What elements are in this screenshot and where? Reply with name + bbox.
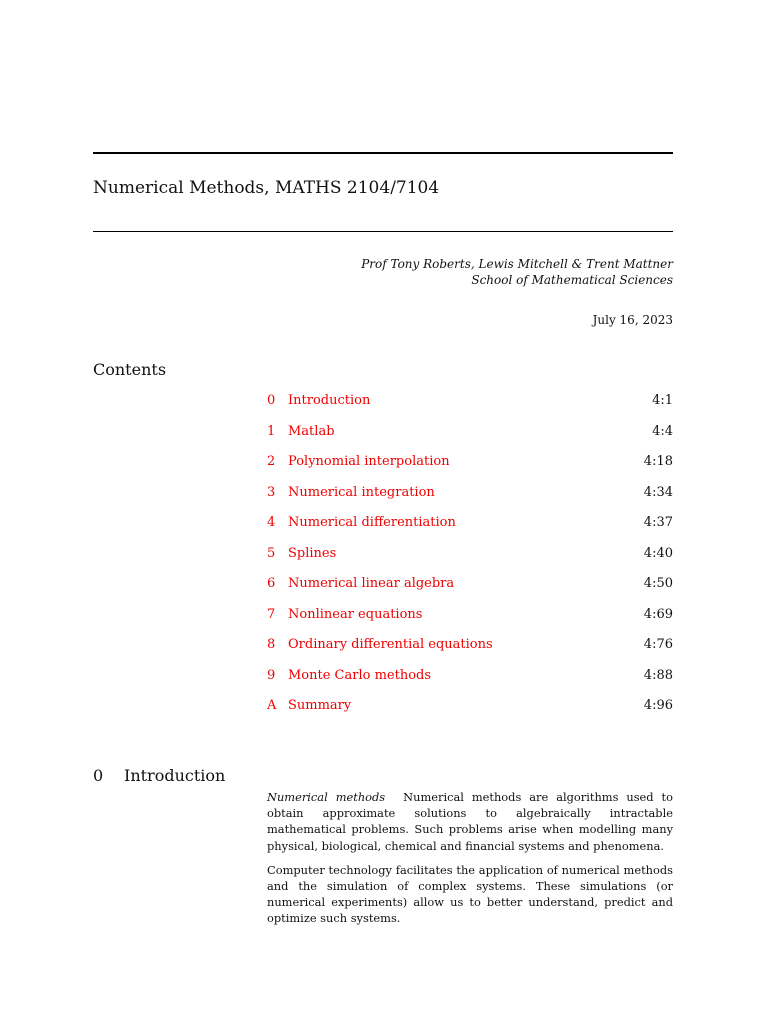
toc-entry-polynomial-interpolation[interactable] bbox=[267, 453, 673, 484]
toc-number: 5 bbox=[267, 545, 276, 561]
table-of-contents bbox=[267, 392, 673, 728]
toc-page: 4:4 bbox=[652, 423, 673, 439]
toc-page: 4:69 bbox=[643, 606, 673, 622]
toc-number: 1 bbox=[267, 423, 276, 439]
toc-title: Nonlinear equations bbox=[288, 606, 423, 622]
toc-title: Numerical differentiation bbox=[288, 515, 456, 530]
toc-title: Monte Carlo methods bbox=[288, 667, 432, 683]
toc-number: 2 bbox=[267, 454, 276, 469]
toc-entry-numerical-integration[interactable] bbox=[267, 484, 673, 515]
toc-entry-matlab[interactable] bbox=[267, 423, 673, 454]
section-body bbox=[267, 789, 673, 935]
toc-page: 4:1 bbox=[652, 393, 673, 408]
toc-title: Splines bbox=[288, 545, 337, 561]
toc-entry-introduction[interactable] bbox=[267, 392, 673, 423]
toc-title: Polynomial interpolation bbox=[288, 454, 450, 469]
toc-page: 4:34 bbox=[643, 484, 673, 500]
document-date: July 16, 2023 bbox=[592, 313, 673, 327]
toc-entry-monte-carlo-methods[interactable] bbox=[267, 667, 673, 698]
toc-page: 4:76 bbox=[643, 637, 673, 652]
authors: Prof Tony Roberts, Lewis Mitchell & Trent Mattner bbox=[361, 257, 673, 271]
toc-entry-numerical-differentiation[interactable] bbox=[267, 514, 673, 545]
author-block bbox=[361, 256, 673, 288]
toc-number: A bbox=[267, 698, 277, 713]
toc-page: 4:37 bbox=[643, 515, 673, 530]
toc-entry-nonlinear-equations[interactable] bbox=[267, 606, 673, 637]
toc-page: 4:50 bbox=[643, 576, 673, 591]
toc-number: 7 bbox=[267, 606, 276, 622]
section-heading bbox=[93, 766, 225, 786]
document-title: Numerical Methods, MATHS 2104/7104 bbox=[93, 178, 440, 198]
toc-number: 8 bbox=[267, 637, 276, 652]
toc-number: 4 bbox=[267, 515, 276, 530]
paragraph: Computer technology facilitates the application of numerical methods and the simulation of complex systems. These simulations (or numerical experiments) allow us to better understand, predict and optimize such systems. bbox=[267, 862, 673, 926]
toc-page: 4:40 bbox=[643, 545, 673, 561]
toc-number: 3 bbox=[267, 484, 276, 500]
toc-page: 4:88 bbox=[643, 667, 673, 683]
toc-title: Numerical linear algebra bbox=[288, 576, 455, 591]
toc-number: 0 bbox=[267, 393, 276, 408]
toc-entry-numerical-linear-algebra[interactable] bbox=[267, 575, 673, 606]
paragraph bbox=[267, 789, 673, 854]
toc-number: 9 bbox=[267, 667, 276, 683]
section-title: Introduction bbox=[124, 766, 226, 785]
contents-heading: Contents bbox=[93, 360, 167, 379]
toc-title: Introduction bbox=[288, 393, 371, 408]
title-rule-bottom bbox=[93, 231, 673, 232]
toc-entry-summary[interactable] bbox=[267, 697, 673, 728]
section-number: 0 bbox=[93, 766, 104, 785]
toc-title: Ordinary differential equations bbox=[288, 637, 493, 652]
paragraph-text: Numerical methods are algorithms used to obtain approximate solutions to algebraically intractable mathematical problems. Such problems arise when modelling many physical, biological, chemical and financial systems and phenomena. bbox=[267, 790, 673, 853]
toc-entry-splines[interactable] bbox=[267, 545, 673, 576]
toc-title: Numerical integration bbox=[288, 484, 435, 500]
toc-page: 4:96 bbox=[643, 698, 673, 713]
title-rule-top bbox=[93, 152, 673, 154]
affiliation: School of Mathematical Sciences bbox=[471, 273, 673, 287]
toc-title: Matlab bbox=[288, 423, 335, 439]
toc-page: 4:18 bbox=[643, 454, 673, 469]
toc-title: Summary bbox=[288, 698, 352, 713]
toc-number: 6 bbox=[267, 576, 276, 591]
toc-entry-ordinary-differential-equations[interactable] bbox=[267, 636, 673, 667]
run-in-heading: Numerical methods bbox=[267, 790, 386, 804]
